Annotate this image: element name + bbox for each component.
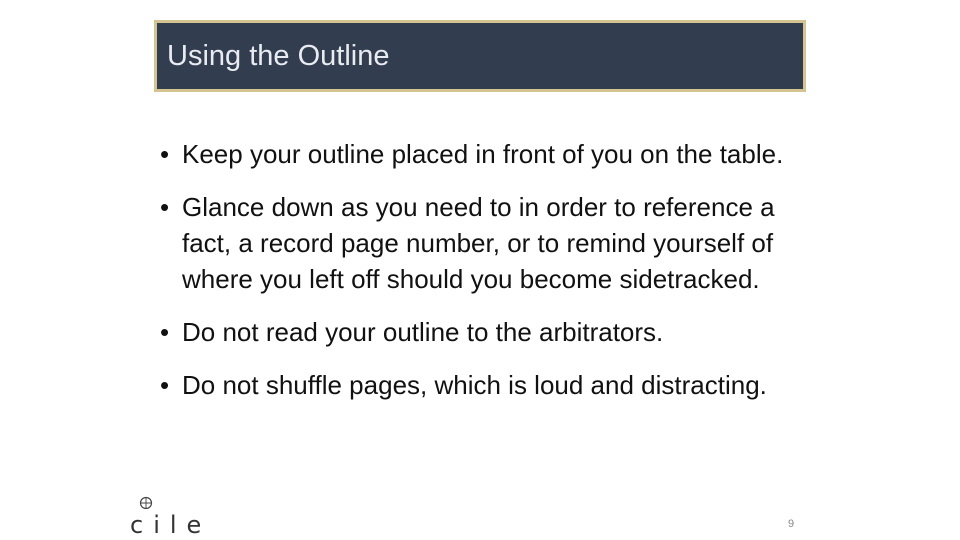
cile-logo — [130, 510, 211, 538]
bullet-icon: • — [160, 317, 170, 347]
bullet-text: Do not shuffle pages, which is loud and distracting. — [182, 370, 767, 400]
bullet-item — [160, 367, 810, 403]
bullet-icon: • — [160, 192, 170, 222]
title-banner — [154, 20, 806, 92]
bullet-item — [160, 314, 810, 350]
bullet-text: Keep your outline placed in front of you on the table. — [182, 139, 784, 169]
bullet-text: Do not read your outline to the arbitrators. — [182, 317, 664, 347]
bullet-text: Glance down as you need to in order to reference a fact, a record page number, or to remind yourself of where you left off should you become sidetracked. — [182, 192, 775, 294]
globe-mark-icon — [136, 496, 156, 510]
bullet-list — [160, 136, 810, 420]
page-number: 9 — [788, 518, 795, 530]
logo-text: cile — [130, 511, 212, 539]
slide-title: Using the Outline — [167, 40, 390, 72]
bullet-item — [160, 189, 810, 297]
bullet-icon: • — [160, 139, 170, 169]
bullet-item — [160, 136, 810, 172]
bullet-icon: • — [160, 370, 170, 400]
